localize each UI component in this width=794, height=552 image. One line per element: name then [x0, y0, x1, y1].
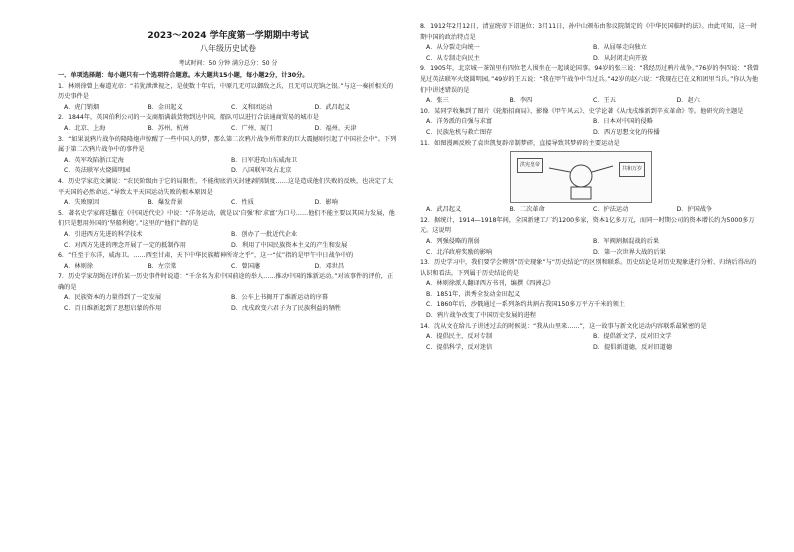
question — [58, 209, 398, 251]
exam-title: 2023～2024 学年度第一学期期中考试 — [147, 31, 309, 41]
answer-options — [420, 237, 760, 258]
answer-option: D．八国联军攻占北京 — [231, 167, 292, 175]
answer-option: D．西方思想文化的传播 — [593, 128, 660, 136]
answer-option: B．公车上书揭开了维新运动的序幕 — [231, 294, 329, 302]
answer-options — [58, 103, 398, 114]
answer-option: B．左宗棠 — [147, 262, 177, 270]
answer-option: A．虎门销烟 — [64, 103, 100, 111]
answer-option: D．邓世昌 — [314, 262, 345, 270]
answer-option: C．义和团运动 — [231, 103, 273, 111]
answer-option: A．民族资本的力量得到了一定发展 — [64, 294, 162, 302]
cartoon-figure — [510, 151, 652, 203]
answer-options — [58, 198, 398, 209]
question — [58, 135, 398, 177]
left-question-list — [58, 82, 398, 315]
exam-subtitle: 八年级历史试卷 — [200, 44, 256, 53]
question-stem: 5．著名史学家蒋廷黻在《中国近代史》中说：“洋务运动，就是以‘自强’和‘求富’为口号……他们不能主要以其国力发展，他们只是想用外国的‘坚船利炮’。”这里的“他们”指的是 — [58, 209, 395, 228]
cartoon-sign-left: 洪宪皇帝 — [517, 158, 543, 173]
answer-option: A．张三 — [426, 97, 449, 105]
answer-option: C．北洋政府奖励的影响 — [426, 248, 493, 256]
question — [420, 139, 760, 216]
question — [420, 64, 760, 106]
answer-option: D．提倡新道德，反对旧道德 — [593, 343, 673, 351]
answer-option: B．日军进攻山东威海卫 — [231, 156, 298, 164]
answer-options — [58, 230, 398, 251]
question-stem: 10．某同学收集到了图片《轮船招商局》、影像《甲午风云》、史学论著《从戊戌维新到辛亥革命》等。他研究的主题是 — [420, 107, 744, 115]
answer-option: C．民族危机与救亡图存 — [426, 128, 493, 136]
right-question-list — [420, 22, 760, 353]
answer-option: B．苏州、杭州 — [147, 124, 189, 132]
answer-options — [420, 205, 760, 216]
answer-option: C．英法联军火烧圆明园 — [64, 167, 131, 175]
answer-option: C．百日维新起到了思想启蒙的作用 — [64, 305, 162, 313]
question — [420, 322, 760, 354]
answer-option: A．提倡民主，反对专制 — [426, 333, 493, 341]
answer-option: B．日本对中国的侵略 — [593, 118, 653, 126]
answer-option: B．提倡新文学，反对旧文学 — [593, 333, 672, 341]
answer-options — [58, 262, 398, 273]
question — [58, 82, 398, 114]
answer-option: C．1860年后，沙俄通过一系列条约共割占我国150多万平方千米的领土 — [426, 301, 625, 309]
answer-options — [58, 156, 398, 177]
answer-option: C．王五 — [593, 97, 616, 105]
question-stem: 4．历史学家范文澜说：“农民阶级由于它的局限性，不能彻底消灭封建剥削制度……这是造成他们失败的反映，也决定了太平天国的必然命运。”导致太平天国运动失败的根本原因是 — [58, 177, 394, 196]
answer-option: A．失败原因 — [64, 199, 100, 207]
question-stem: 2．1844年，英国伯利公司的一支商船满载货物到达中国，船队可以进行合法通商贸易的城市是 — [58, 114, 319, 122]
answer-option: D．从封闭走向开放 — [593, 54, 648, 62]
section-heading: 一、单项选择题：每小题只有一个选项符合题意。本大题共15小题，每小题2分，计30分。 — [58, 72, 309, 79]
question-stem: 12．据统计，1914—1918年间，全国新建工厂约1200多家，资本1亿多万元，而同一时期公司的资本增长约为5000多万元。这说明 — [420, 216, 755, 235]
answer-options — [58, 124, 398, 135]
answer-option: D．福州、天津 — [314, 124, 357, 132]
question-stem: 14．沈从文在给儿子讲述过去的时候说：“我从山里来……”，这一故事与新文化运动内容联系最紧密的是 — [420, 322, 707, 330]
answer-option: C．护法运动 — [593, 206, 629, 214]
answer-options — [420, 96, 760, 107]
answer-option: D．利用了中国民族资本主义的产生和发展 — [231, 241, 348, 249]
question-stem: 7．历史学家胡绳在评价某一历史事件时说道：“千余名为求中国前途的举人……推动中国的维新运动。”对该事件的评价，正确的是 — [58, 273, 394, 291]
answer-option: A．列强侵略的削弱 — [426, 237, 480, 245]
answer-option: C．广州、厦门 — [231, 124, 273, 132]
answer-option: B．李四 — [509, 97, 533, 105]
question-stem: 8．1912年2月12日，清宣统帝下诏退位；3月11日，孙中山颁布由参议院制定的《中华民国临时约法》。由此可知，这一时期中国的政治特点是 — [420, 23, 758, 41]
question-stem: 9．1905年，北京城一茶馆里有四位老人围坐在一起谈论国事。94岁的张三说：“我经历过鸦片战争。”76岁的李四说：“我曾见过英法联军火烧圆明园。”49岁的王五说：“我在甲午战争中当过兵。”42岁的赵六说：“我现在已在义和团里当兵。”你认为他们中讲述错误的是 — [420, 65, 759, 94]
question — [58, 177, 398, 209]
answer-option: A．北京、上海 — [64, 124, 106, 132]
answer-option: D．武昌起义 — [314, 103, 351, 111]
answer-options — [58, 293, 398, 314]
answer-option: C．从专制走向民主 — [426, 54, 480, 62]
question-stem: 6．“任至于东洋，威海卫。……西至甘肃，天下中华民族精神所寄之乎”，这一“仗”指的是甲午中日战争中的 — [58, 252, 354, 260]
answer-option: B．军阀割据混战的后果 — [593, 237, 660, 245]
answer-option: B．从屈辱走向独立 — [593, 44, 647, 52]
answer-option: B．1851年，洪秀全发动金田起义 — [426, 290, 521, 298]
answer-option: C．性质 — [231, 199, 254, 207]
answer-option: A．武昌起义 — [426, 206, 462, 214]
answer-option: A．英军攻陷浙江定海 — [64, 156, 124, 164]
question-stem: 1．林则徐曾上奏道光帝：“若犹泄泄视之，是使数十年后，中原几无可以御敌之兵，且无可以充饷之银。”与这一奏折相关的历史事件是 — [58, 82, 394, 101]
answer-options — [420, 43, 760, 64]
question — [420, 216, 760, 258]
answer-option: B．创办了一批近代企业 — [231, 230, 298, 238]
question — [420, 22, 760, 64]
question — [58, 113, 398, 134]
answer-option: C．提倡科学，反对迷信 — [426, 343, 493, 351]
answer-option: D．戊戌政变六君子为了民族利益的牺牲 — [231, 305, 341, 313]
answer-option: B．爆发背景 — [147, 199, 183, 207]
exam-meta: 考试时间：50 分钟 满分总分：50 分 — [178, 60, 278, 67]
answer-options — [420, 279, 760, 321]
right-column — [420, 0, 760, 353]
answer-option: D．护国战争 — [676, 206, 713, 214]
question-stem: 13．历史学习中，我们要学会辨别“历史现象”与“历史结论”的区别和联系。历史结论是对历史现象进行分析、归纳后得出的认识和看法。下列属于历史结论的是 — [420, 259, 757, 277]
answer-option: C．对西方先进的理念开展了一定的抵制作用 — [64, 241, 186, 249]
answer-option: A．从分裂走向统一 — [426, 44, 480, 52]
cartoon-sign-right: 共和万岁 — [619, 162, 645, 177]
question — [420, 258, 760, 322]
left-column — [58, 0, 398, 315]
question — [420, 107, 760, 139]
answer-options — [420, 332, 760, 353]
answer-option: D．赵六 — [676, 97, 700, 105]
question-stem: 3．“如果说鸦片战争的隆隆炮声惊醒了一些中国人的梦，那么第二次鸦片战争所带来的巨大震撼则引起了中国社会中”。下列属于第二次鸦片战争中的事件是 — [58, 135, 397, 154]
question-stem: 11．如图漫画反映了袁世凯复辟帝制梦碎，直接导致其梦碎的主要运动是 — [420, 139, 620, 147]
answer-option: D．第一次世界大战的后果 — [593, 248, 666, 256]
answer-option: A．引进西方先进的科学技术 — [64, 230, 143, 238]
answer-option: B．二次革命 — [509, 206, 545, 214]
answer-option: A．林则徐派人翻译西方书刊，编撰《四洲志》 — [426, 280, 554, 288]
question — [58, 251, 398, 272]
answer-option: D．影响 — [314, 199, 338, 207]
answer-option: A．洋务派的自强与求富 — [426, 118, 493, 126]
question — [58, 272, 398, 314]
answer-option: C．曾国藩 — [231, 262, 261, 270]
answer-option: B．金田起义 — [147, 103, 183, 111]
answer-option: A．林则徐 — [64, 262, 93, 270]
answer-options — [420, 117, 760, 138]
answer-option: D．鸦片战争改变了中国历史发展的进程 — [426, 312, 536, 320]
